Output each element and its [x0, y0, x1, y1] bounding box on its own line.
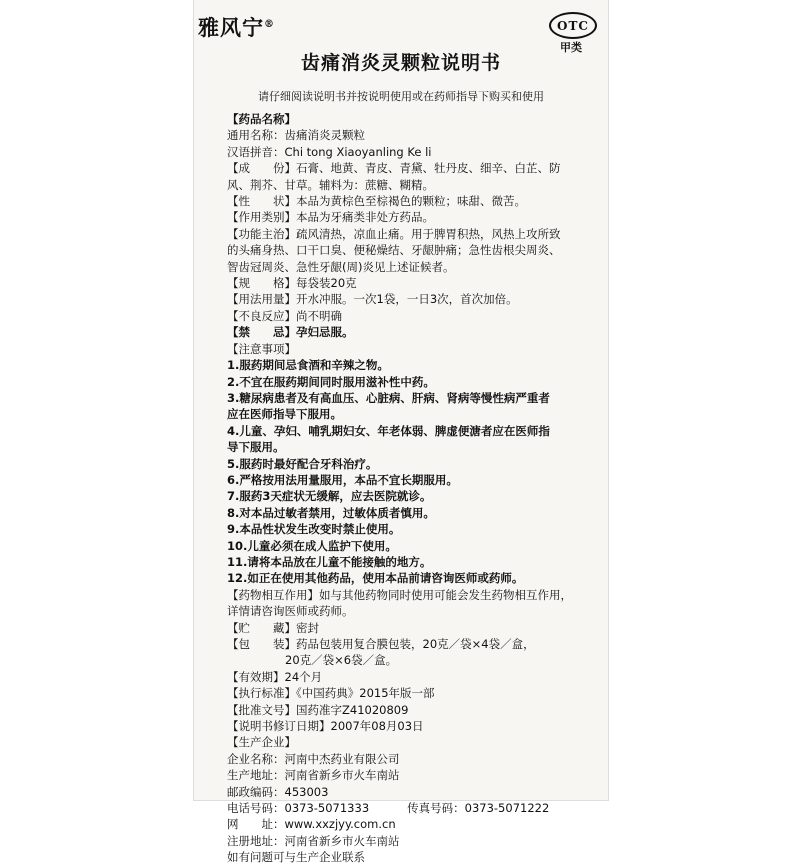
- indication-line-3: 智齿冠周炎、急性牙龈(周)炎见上述证候者。: [227, 259, 455, 274]
- phone-number: 电话号码：0373-5071333: [227, 801, 370, 816]
- precaution-item: 5.服药时最好配合牙科治疗。: [227, 456, 378, 471]
- precaution-item: 导下服用。: [227, 440, 285, 455]
- otc-class: 甲类: [560, 41, 582, 54]
- specification: 【规 格】每袋装20克: [227, 276, 357, 291]
- otc-badge: [549, 12, 597, 39]
- appearance: 【性 状】本品为黄棕色至棕褐色的颗粒；味甜、微苦。: [227, 194, 526, 209]
- precaution-item: 1.服药期间忌食酒和辛辣之物。: [227, 358, 389, 373]
- precaution-item: 6.严格按用法用量服用，本品不宜长期服用。: [227, 472, 458, 487]
- fax-number: 传真号码：0373-5071222: [407, 801, 550, 816]
- precaution-item: 12.如正在使用其他药品，使用本品前请咨询医师或药师。: [227, 571, 524, 586]
- precaution-item: 11.请将本品放在儿童不能接触的地方。: [227, 554, 432, 569]
- category: 【作用类别】本品为牙痛类非处方药品。: [227, 210, 434, 225]
- approval-number: 【批准文号】国药准字Z41020809: [227, 702, 409, 717]
- registered-address: 注册地址：河南省新乡市火车南站: [227, 833, 400, 848]
- execution-standard: 【执行标准】《中国药典》2015年版一部: [227, 686, 435, 701]
- document-subtitle: 请仔细阅读说明书并按说明使用或在药师指导下购买和使用: [258, 90, 544, 103]
- interaction-line-2: 详情请咨询医师或药师。: [227, 604, 354, 619]
- postcode: 邮政编码：453003: [227, 784, 329, 799]
- drug-name-heading: 【药品名称】: [227, 112, 296, 126]
- package-line-1: 【包 装】药品包装用复合膜包装，20克／袋×4袋／盒，: [227, 637, 535, 651]
- common-name: 通用名称：齿痛消炎灵颗粒: [227, 128, 365, 143]
- indication-line-2: 的头痛身热、口干口臭、便秘燥结、牙龈肿痛；急性齿根尖周炎、: [227, 243, 561, 258]
- registered-mark: ®: [264, 19, 275, 30]
- precaution-item: 3.糖尿病患者及有高血压、心脏病、肝病、肾病等慢性病严重者: [227, 390, 550, 405]
- interaction-line-1: 【药物相互作用】如与其他药物同时使用可能会发生药物相互作用，: [227, 587, 572, 602]
- production-address: 生产地址：河南省新乡市火车南站: [227, 768, 400, 783]
- package-line-2: 20克／袋×6袋／盒。: [285, 653, 398, 668]
- precaution-item: 10.儿童必须在成人监护下使用。: [227, 538, 397, 553]
- otc-label: OTC: [557, 18, 589, 33]
- revision-date: 【说明书修订日期】2007年08月03日: [227, 719, 424, 734]
- pinyin-name: 汉语拼音：Chi tong Xiaoyanling Ke li: [227, 144, 432, 159]
- precaution-item: 2.不宜在服药期间同时服用滋补性中药。: [227, 374, 435, 389]
- contact-note: 如有问题可与生产企业联系: [227, 850, 365, 865]
- usage-dosage: 【用法用量】开水冲服。一次1袋，一日3次，首次加倍。: [227, 292, 518, 307]
- contact-numbers: [227, 800, 607, 816]
- contraindications: 【禁 忌】孕妇忌服。: [227, 325, 354, 340]
- validity-period: 【有效期】24个月: [227, 669, 323, 684]
- manufacturer-heading: 【生产企业】: [227, 735, 296, 750]
- composition-line-1: 【成 份】石膏、地黄、青皮、青黛、牡丹皮、细辛、白芷、防: [227, 161, 561, 176]
- document-title: 齿痛消炎灵颗粒说明书: [300, 52, 501, 74]
- composition-line-2: 风、荆芥、甘草。辅料为：蔗糖、糊精。: [227, 177, 434, 192]
- precaution-item: 8.对本品过敏者禁用，过敏体质者慎用。: [227, 505, 435, 520]
- company-name: 企业名称：河南中杰药业有限公司: [227, 751, 400, 766]
- storage: 【贮 藏】密封: [227, 620, 319, 635]
- adverse-reactions: 【不良反应】尚不明确: [227, 308, 342, 323]
- precaution-item: 7.服药3天症状无缓解，应去医院就诊。: [227, 489, 432, 504]
- indication-line-1: 【功能主治】疏风清热，凉血止痛。用于脾胃积热，风热上攻所致: [227, 226, 561, 241]
- brand-logo: [198, 12, 275, 42]
- website: 网 址：www.xxzjyy.com.cn: [227, 817, 396, 832]
- precaution-item: 应在医师指导下服用。: [227, 407, 342, 422]
- precaution-item: 4.儿童、孕妇、哺乳期妇女、年老体弱、脾虚便溏者应在医师指: [227, 423, 550, 438]
- leaflet-content: [227, 111, 607, 866]
- brand-name: 雅风宁: [198, 15, 264, 40]
- precaution-item: 9.本品性状发生改变时禁止使用。: [227, 522, 401, 537]
- precautions-heading: 【注意事项】: [227, 341, 296, 356]
